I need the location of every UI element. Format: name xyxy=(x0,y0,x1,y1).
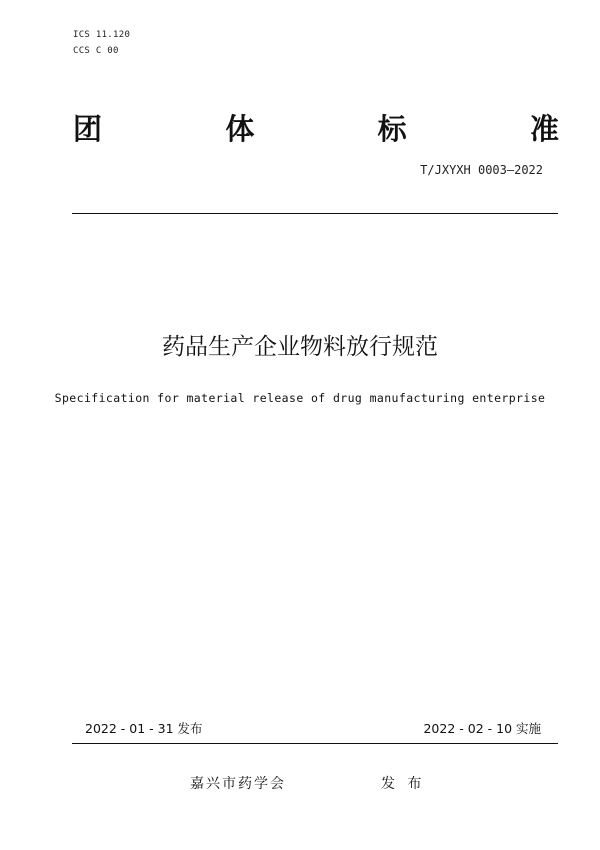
heading-char-3: 标 xyxy=(377,112,407,146)
issuing-organization: 嘉兴市药学会 xyxy=(190,776,286,792)
heading-char-1: 团 xyxy=(73,112,103,146)
ics-code: ICS 11.120 xyxy=(73,30,131,40)
heading-char-2: 体 xyxy=(225,112,255,146)
document-number: T/JXYXH 0003—2022 xyxy=(420,163,543,177)
english-title: Specification for material release of drug manufacturing enterprise xyxy=(54,391,546,405)
ccs-code: CCS C 00 xyxy=(73,46,119,56)
standard-type-heading xyxy=(73,112,559,146)
effective-date: 2022 - 02 - 10 实施 xyxy=(423,721,541,736)
chinese-title: 药品生产企业物料放行规范 xyxy=(162,334,438,360)
top-divider xyxy=(72,213,558,214)
heading-char-4: 准 xyxy=(529,112,559,146)
issue-date: 2022 - 01 - 31 发布 xyxy=(85,721,203,736)
bottom-divider xyxy=(72,743,558,744)
issue-label: 发 布 xyxy=(381,776,426,792)
